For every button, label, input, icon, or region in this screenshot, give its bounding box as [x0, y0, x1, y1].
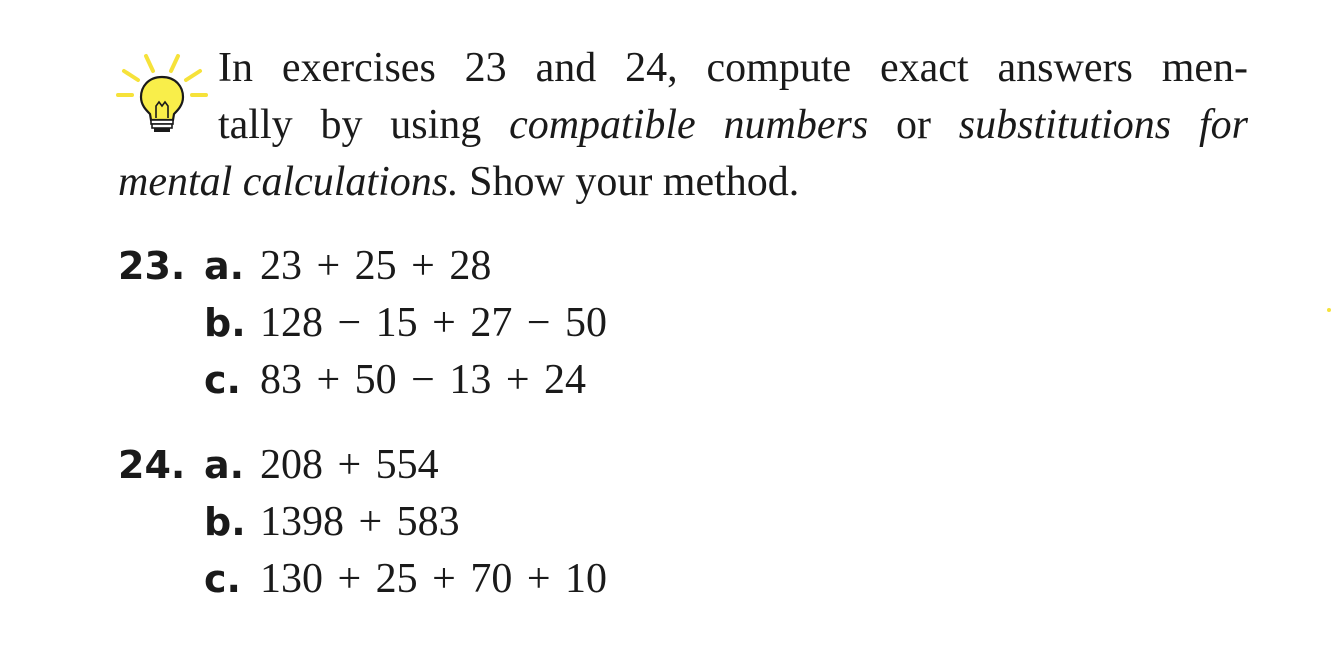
exercise-part [118, 551, 607, 608]
part-expression: 1398 + 583 [260, 499, 460, 545]
exercise-part [118, 352, 607, 409]
margin-dot [1327, 308, 1331, 312]
exercise-part [118, 494, 607, 551]
part-expression: 128 − 15 + 27 − 50 [260, 300, 608, 346]
exercise-number: 23. [118, 244, 186, 288]
term-compatible-numbers: compatible numbers [509, 102, 869, 148]
instructions-text: tally by using [218, 102, 510, 148]
term-mental-calculations: mental calculations. [118, 159, 459, 205]
part-label: a. [204, 443, 245, 487]
part-label: a. [204, 244, 245, 288]
instructions-line-2 [118, 97, 1248, 154]
exercise-part [118, 295, 607, 352]
instructions-line-3 [118, 154, 1248, 211]
exercise-part [118, 437, 607, 494]
exercise-24 [118, 437, 607, 608]
instructions-text: or [868, 102, 959, 148]
exercise-23 [118, 238, 607, 409]
part-label: b. [204, 500, 246, 544]
instructions-text: Show your method. [458, 159, 800, 205]
part-expression: 83 + 50 − 13 + 24 [260, 357, 587, 403]
instructions-line-1: In exercises 23 and 24, compute exact answers men- [218, 45, 1248, 91]
term-substitutions: substitutions for [958, 102, 1248, 148]
exercise-instructions [118, 40, 1248, 211]
part-label: c. [204, 358, 241, 402]
exercise-part [118, 238, 607, 295]
exercise-number: 24. [118, 443, 186, 487]
part-expression: 208 + 554 [260, 442, 439, 488]
part-expression: 23 + 25 + 28 [260, 243, 492, 289]
part-label: b. [204, 301, 246, 345]
part-expression: 130 + 25 + 70 + 10 [260, 556, 608, 602]
part-label: c. [204, 557, 241, 601]
